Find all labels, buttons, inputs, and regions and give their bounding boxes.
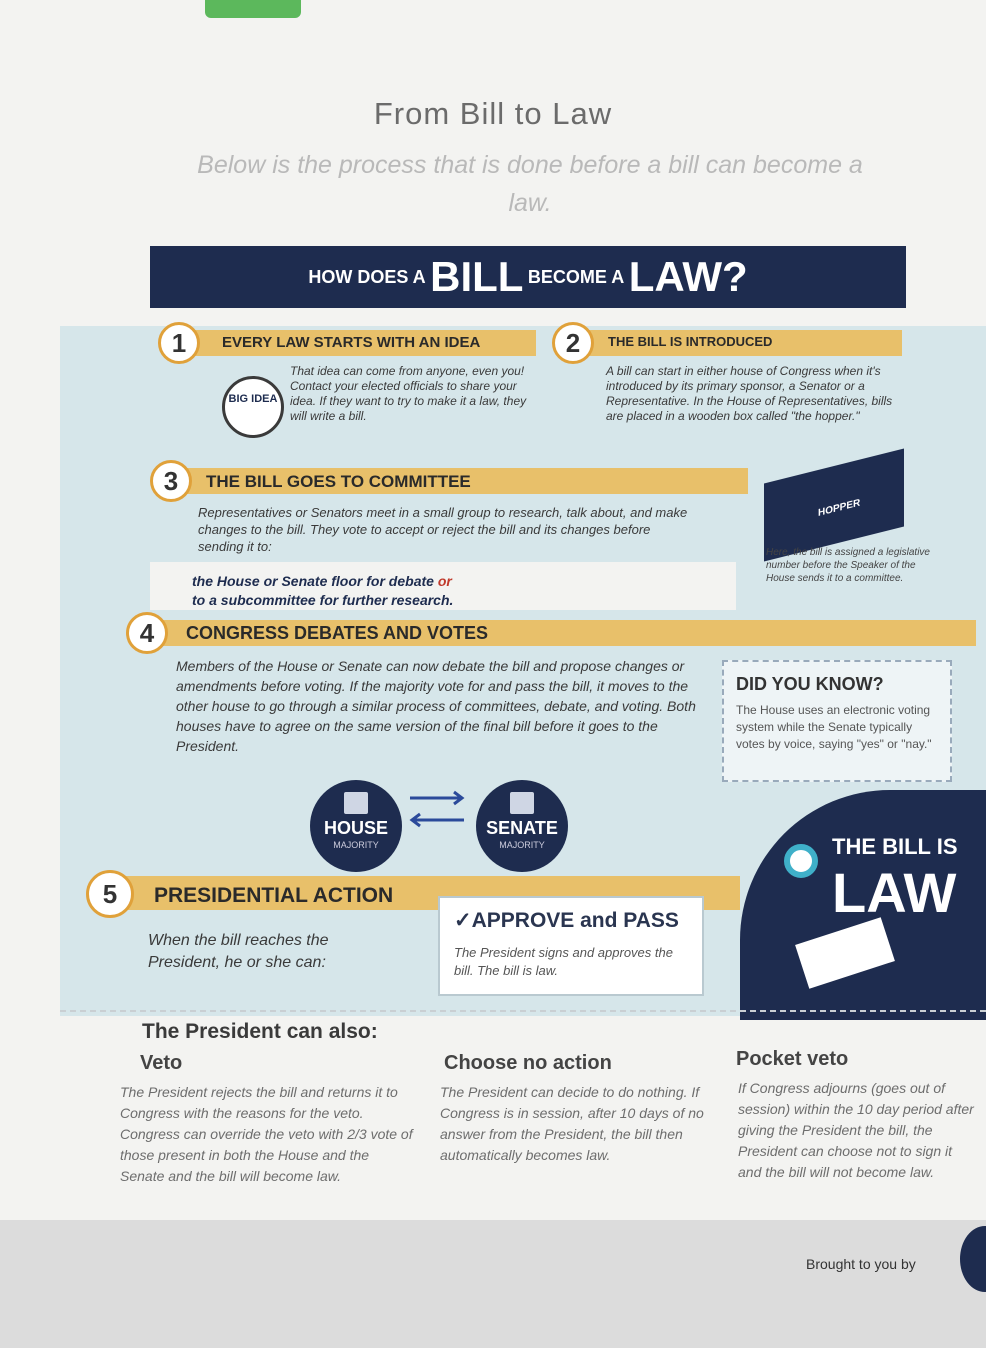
step5-text: When the bill reaches the President, he or she can: (148, 932, 329, 971)
step5-number: 5 (86, 870, 134, 918)
step4-title: CONGRESS DEBATES AND VOTES (186, 623, 489, 643)
step1-number: 1 (158, 322, 200, 364)
lightbulb-icon (222, 376, 284, 438)
step3-number: 3 (150, 460, 192, 502)
step2-title: THE BILL IS INTRODUCED (608, 334, 773, 349)
hopper-text: Here, the bill is assigned a legislative number before the Speaker of the House sends it to a committee. (766, 547, 930, 584)
sponsor-logo (960, 1226, 986, 1292)
page-title: From Bill to Law (373, 96, 613, 131)
step3-outcomes (192, 572, 712, 610)
footer-text: Brought to you by (806, 1256, 916, 1272)
divider (60, 1010, 986, 1012)
step4-number: 4 (126, 612, 168, 654)
clipboard-icon (344, 792, 368, 814)
also-title: The President can also: (142, 1020, 378, 1043)
approve-box (438, 896, 704, 996)
document-icon (795, 917, 895, 989)
step2-text: A bill can start in either house of Congress when it's introduced by its primary sponsor, a Senator or a Representative. In the House of Representatives, bills are placed in a wooden box called "the hopper." (606, 364, 893, 423)
did-you-know-box (722, 660, 952, 782)
header-part1: HOW DOES A (308, 267, 426, 287)
senate-sub: MAJORITY (499, 840, 545, 850)
did-you-know-text: The House uses an electronic voting system while the Senate typically votes by voice, saying "yes" or "nay." (736, 703, 932, 751)
header-part2: BILL (430, 253, 524, 300)
hopper-label: HOPPER (818, 497, 861, 519)
ribbon-icon (784, 844, 818, 878)
step3-title: THE BILL GOES TO COMMITTEE (206, 472, 471, 491)
step1-title: EVERY LAW STARTS WITH AN IDEA (222, 334, 481, 351)
house-label: HOUSE (323, 818, 388, 838)
law-line2: LAW (832, 861, 957, 924)
law-line1: THE BILL IS (832, 834, 958, 859)
clipboard-icon (510, 792, 534, 814)
approve-title: ✓APPROVE and PASS (454, 909, 679, 932)
infographic-header (150, 246, 906, 308)
outcome-or: or (437, 573, 452, 589)
outcome-subcommittee: to a subcommittee for further research. (192, 592, 454, 608)
exchange-arrows-icon (404, 786, 470, 832)
step5-title: PRESIDENTIAL ACTION (154, 884, 394, 907)
veto-text: The President rejects the bill and returns it to Congress with the reasons for the veto. Congress can override the veto with 2/3 vote of those present in both the House and the Senate and the bill will become law. (120, 1084, 413, 1184)
pocket-veto-title: Pocket veto (736, 1048, 849, 1070)
veto-title: Veto (140, 1052, 183, 1074)
outcome-floor: the House or Senate floor for debate (192, 573, 434, 589)
approve-text: The President signs and approves the bill. The bill is law. (454, 945, 673, 978)
step4-text: Members of the House or Senate can now debate the bill and propose changes or amendments before voting. If the majority vote for and pass the bill, it moves to the other house to go through a similar process of committees, debate, and voting. Both houses have to agree on the same version of the final bill before it goes to the President. (176, 658, 696, 754)
did-you-know-title: DID YOU KNOW? (736, 674, 884, 694)
step1-text: That idea can come from anyone, even you! Contact your elected officials to share your idea. If they want to try to make it a law, they will write a bill. (290, 364, 527, 423)
big-idea-label: BIG IDEA (228, 393, 278, 405)
step2-number: 2 (552, 322, 594, 364)
no-action-title: Choose no action (444, 1052, 612, 1074)
pocket-veto-text: If Congress adjourns (goes out of session) within the 10 day period after giving the President the bill, the President can choose not to sign it and the bill will not become law. (738, 1080, 974, 1180)
house-sub: MAJORITY (333, 840, 379, 850)
house-circle (310, 780, 402, 872)
step3-text: Representatives or Senators meet in a small group to research, talk about, and make changes to the bill. They vote to accept or reject the bill and its changes before sending it to: (198, 505, 688, 554)
header-part3: BECOME A (527, 267, 625, 287)
header-part4: LAW? (628, 253, 748, 300)
senate-label: SENATE (486, 818, 558, 838)
page-subtitle: Below is the process that is done before a bill can become a law. (197, 151, 863, 217)
senate-circle (476, 780, 568, 872)
top-green-tab[interactable] (205, 0, 301, 18)
no-action-text: The President can decide to do nothing. If Congress is in session, after 10 days of no answer from the President, the bill then automatically becomes law. (440, 1084, 704, 1163)
